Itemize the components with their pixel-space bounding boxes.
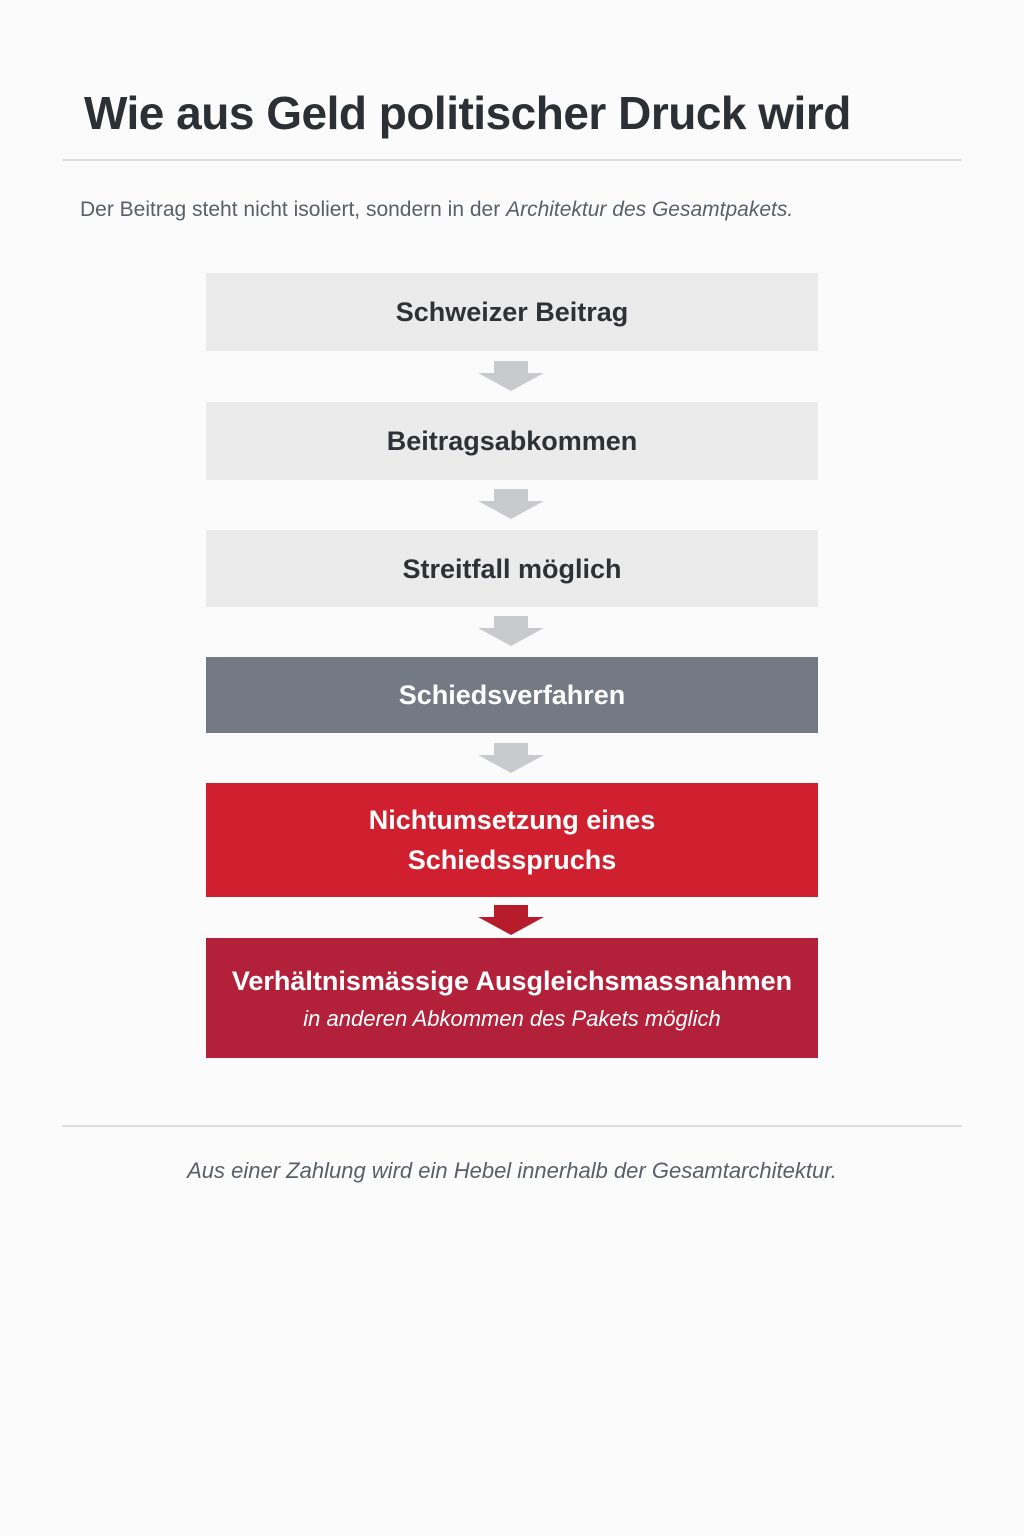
footer-divider [62, 1125, 962, 1127]
flow-step-schiedsverfahren [206, 657, 818, 733]
intro-text-plain: Der Beitrag steht nicht isoliert, sondern in der [80, 198, 501, 221]
down-arrow-icon [478, 489, 544, 519]
flow-step-label: Nichtumsetzung eines Schiedsspruchs [368, 805, 656, 875]
flow-step-nichtumsetzung [206, 783, 818, 897]
intro-text [80, 194, 960, 226]
intro-text-italic: Architektur des Gesamtpakets. [506, 198, 794, 221]
down-arrow-icon [478, 616, 544, 646]
title-divider [62, 159, 962, 161]
flow-step-label: Streitfall möglich [402, 553, 622, 584]
down-arrow-icon [478, 361, 544, 391]
flow-step-label: Beitragsabkommen [386, 426, 638, 456]
down-arrow-icon [478, 743, 544, 773]
footer-note: Aus einer Zahlung wird ein Hebel innerhalb der Gesamtarchitektur. [187, 1158, 837, 1183]
flow-step-beitragsabkommen [206, 402, 818, 480]
flow-step-label: Schweizer Beitrag [395, 297, 629, 327]
flow-step-ausgleichsmassnahmen [206, 938, 818, 1058]
flow-step-schweizer-beitrag [206, 273, 818, 351]
flow-step-label: Verhältnismässige Ausgleichsmassnahmen [231, 966, 793, 996]
flow-step-sublabel: in anderen Abkommen des Pakets möglich [303, 1006, 721, 1031]
page-title: Wie aus Geld politischer Druck wird [84, 87, 851, 139]
flow-step-label: Schiedsverfahren [398, 680, 626, 710]
down-arrow-icon [478, 905, 544, 935]
flow-step-streitfall [206, 530, 818, 607]
